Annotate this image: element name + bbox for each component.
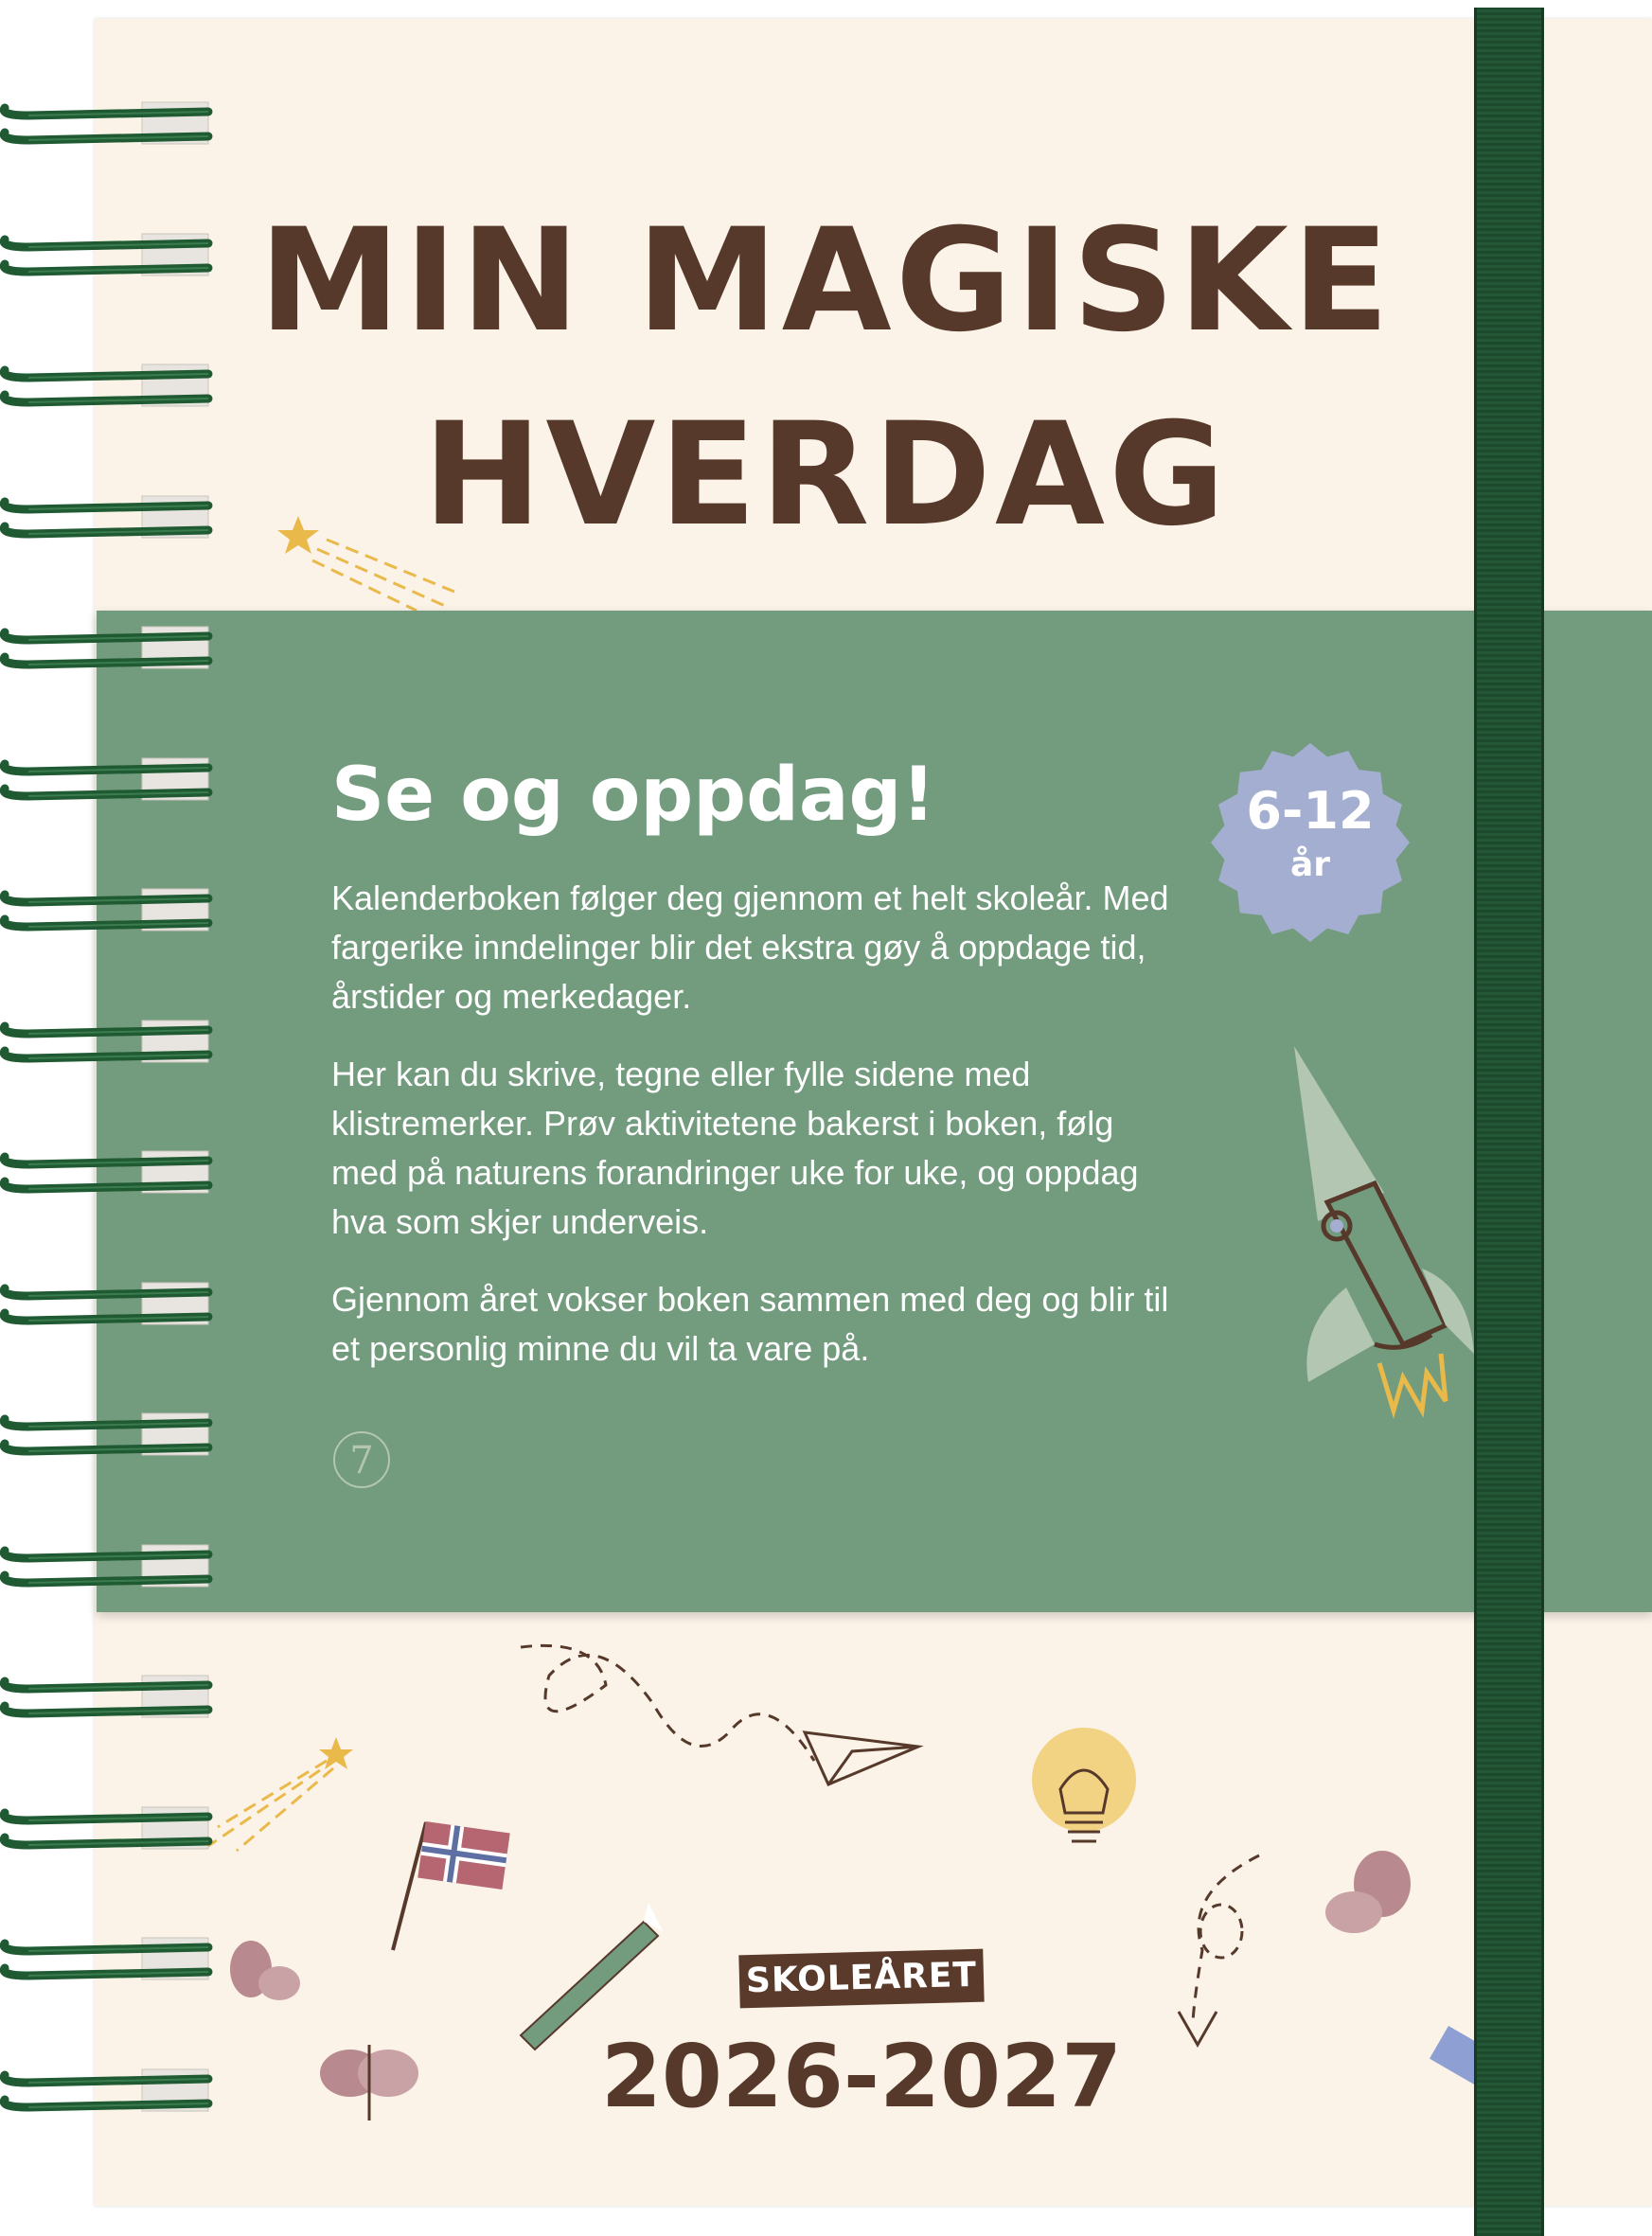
butterfly-icon [320, 2045, 418, 2121]
band-paragraph-3: Gjennom året vokser boken sammen med deg og blir til et personlig minne du vil ta vare på. [331, 1280, 1169, 1368]
spiral-ring [0, 1537, 213, 1594]
band-paragraph-2: Her kan du skrive, tegne eller fylle sidene med klistremerker. Prøv aktivitetene bakerst i boken, følg med på naturens forandringer uke for uke, og oppdag hva som skjer underveis. [331, 1055, 1139, 1241]
age-badge-range: 6-12 [1246, 781, 1375, 841]
age-badge-unit: år [1289, 845, 1331, 884]
spiral-ring [0, 226, 213, 283]
spiral-ring [0, 1144, 213, 1200]
spiral-ring [0, 1013, 213, 1070]
spiral-ring [0, 488, 213, 545]
shooting-star-icon [208, 1737, 353, 1851]
spiral-ring [0, 881, 213, 938]
spiral-ring [0, 1668, 213, 1725]
spiral-ring [0, 1275, 213, 1332]
butterfly-icon [1325, 1851, 1411, 1933]
spiral-ring [0, 619, 213, 676]
spiral-ring [0, 357, 213, 414]
info-band [97, 611, 1652, 1612]
svg-text:7: 7 [349, 1439, 374, 1482]
butterfly-icon [230, 1941, 300, 2000]
school-year-label: SKOLEÅRET [738, 1949, 984, 2009]
spiral-ring [0, 95, 213, 151]
doodle-decorations [199, 1628, 1505, 2234]
spiral-ring [0, 1406, 213, 1463]
spiral-ring [0, 2062, 213, 2119]
spiral-ring [0, 1800, 213, 1856]
paper-plane-icon [805, 1732, 918, 1784]
band-text [331, 874, 1183, 1402]
title-line-2: HVERDAG [422, 393, 1230, 558]
band-heading: Se og oppdag! [331, 753, 935, 838]
norway-flag-icon [393, 1821, 510, 1950]
spiral-ring [0, 1930, 213, 1987]
spiral-ring [0, 751, 213, 807]
publisher-logo [331, 1429, 392, 1490]
school-year: 2026-2027 [600, 2026, 1123, 2127]
age-badge-icon [1211, 743, 1410, 942]
lightbulb-icon [1032, 1728, 1136, 1841]
shooting-star-icon [275, 511, 464, 615]
rocket-icon [1280, 1041, 1488, 1420]
title-line-1: MIN MAGISKE [258, 199, 1394, 364]
elastic-band [1474, 8, 1544, 2236]
band-paragraph-1: Kalenderboken følger deg gjennom et helt skoleår. Med fargerike inndelinger blir det ekstra gøy å oppdage tid, årstider og merkedager. [331, 878, 1169, 1016]
